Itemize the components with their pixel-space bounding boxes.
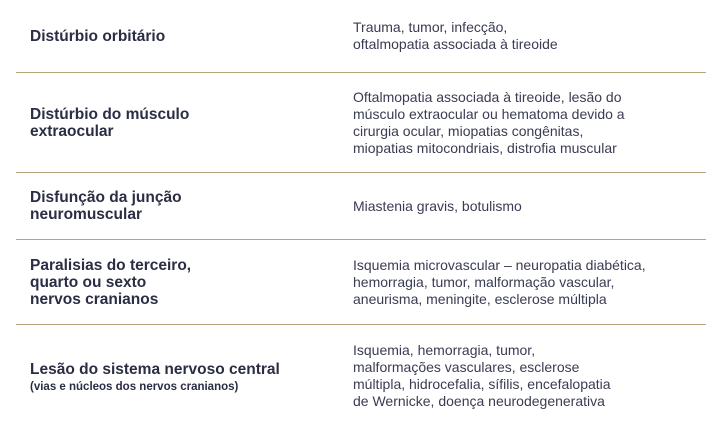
condition-label (16, 361, 353, 394)
condition-label (16, 28, 353, 45)
table-row (16, 325, 706, 426)
causes-text: Trauma, tumor, infecção, oftalmopatia associada à tireoide (353, 19, 558, 52)
condition-title: Distúrbio do músculo extraocular (30, 105, 190, 140)
condition-label (16, 189, 353, 223)
condition-title: Disfunção da junção neuromuscular (30, 189, 182, 223)
diplopia-causes-table (16, 0, 706, 426)
causes-text: Isquemia, hemorragia, tumor, malformações vasculares, esclerose múltipla, hidrocefalia, sífilis, encefalopatia de Wernicke, doença neurodegenerativa (353, 341, 611, 409)
table-row (16, 173, 706, 240)
condition-title: Paralisias do terceiro, quarto ou sexto nervos cranianos (30, 256, 192, 308)
condition-label (16, 257, 353, 308)
causes-text: Miastenia gravis, botulismo (353, 197, 522, 214)
table-row (16, 0, 706, 73)
table-row (16, 240, 706, 325)
condition-subtitle: (vias e núcleos dos nervos cranianos) (30, 381, 239, 393)
condition-title: Lesão do sistema nervoso central (30, 361, 280, 378)
causes-text: Oftalmopatia associada à tireoide, lesão do músculo extraocular ou hematoma devido a cirurgia ocular, miopatias congênitas, miopatias mitocondriais, distrofia muscular (353, 88, 625, 156)
causes-text: Isquemia microvascular – neuropatia diabética, hemorragia, tumor, malformação vascular, aneurisma, meningite, esclerose múltipla (353, 256, 646, 307)
table-row (16, 73, 706, 173)
condition-label (16, 106, 353, 140)
condition-title: Distúrbio orbitário (30, 27, 166, 45)
